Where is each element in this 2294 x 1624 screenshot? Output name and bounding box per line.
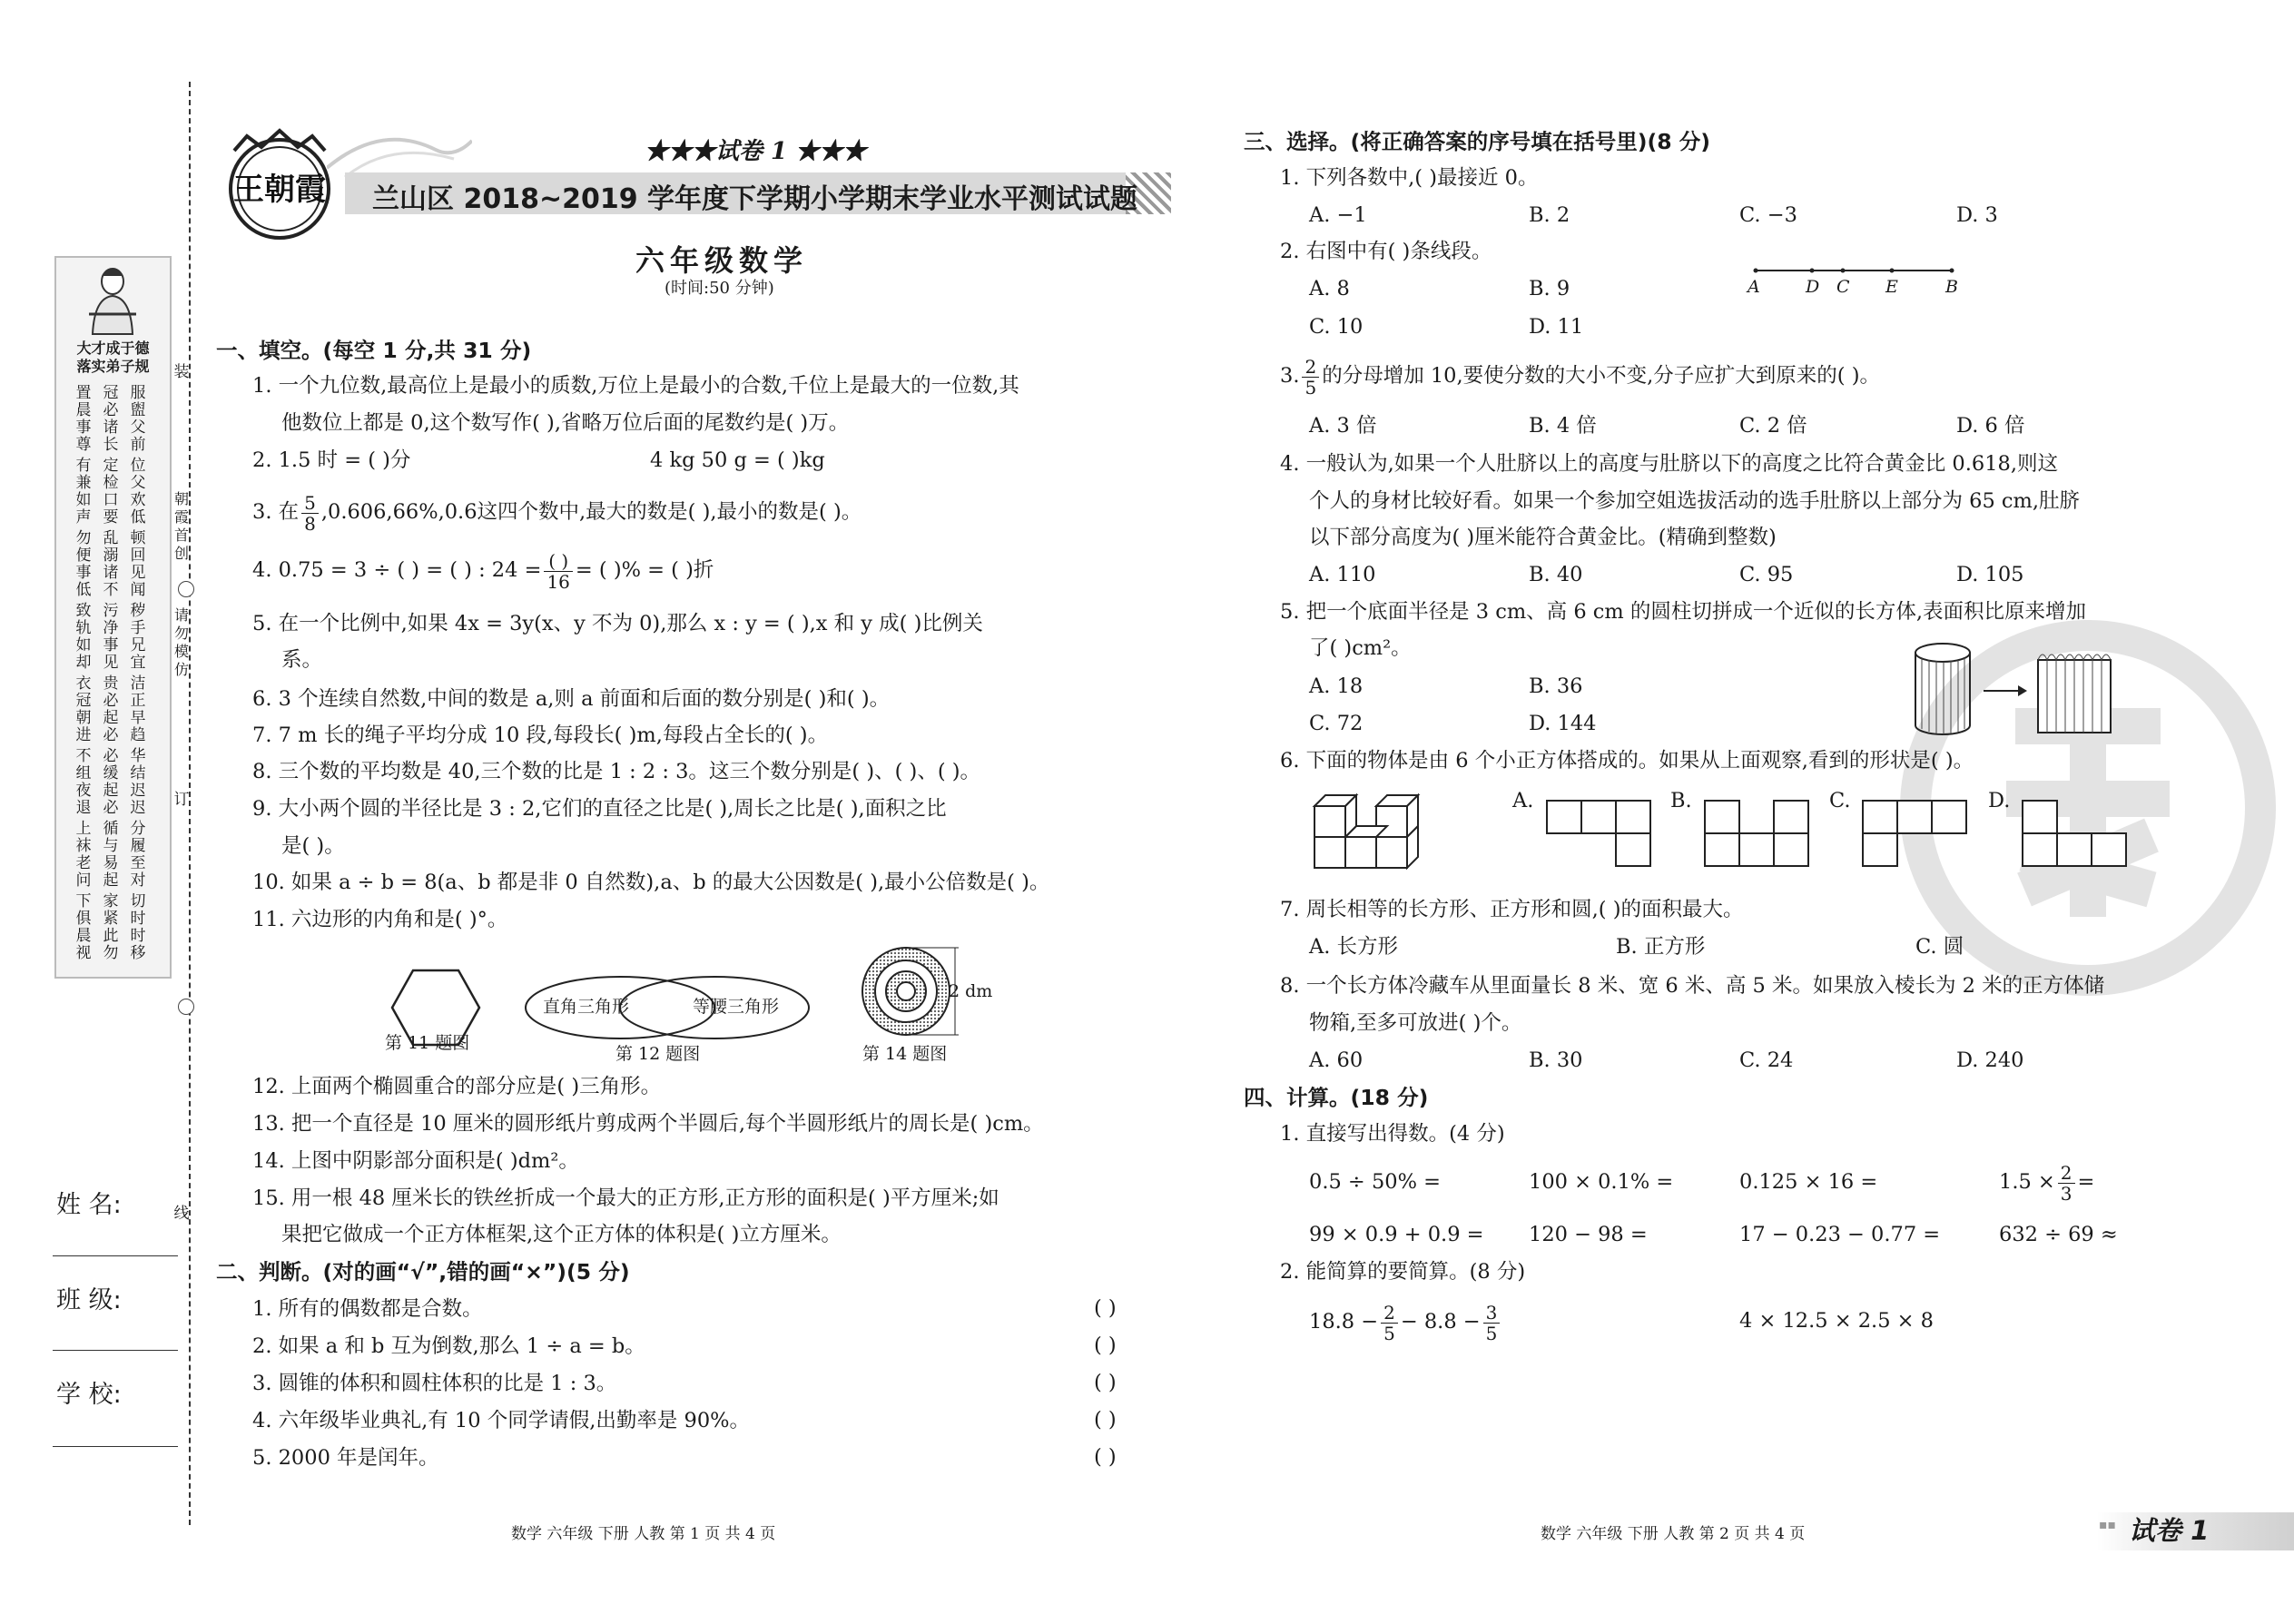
question-4 (252, 545, 714, 595)
top-view-option-a[interactable] (1543, 797, 1663, 873)
numerator: ( ) (544, 551, 572, 572)
top-view-option-c[interactable] (1859, 797, 1979, 873)
motto-column: 污净事见 (103, 602, 119, 672)
option[interactable]: B. 4 倍 (1529, 414, 1597, 438)
calc-item: 17 − 0.23 − 0.77 = (1739, 1223, 1941, 1246)
option[interactable]: C. 95 (1739, 563, 1794, 586)
calc-item: 100 × 0.1% = (1529, 1170, 1674, 1194)
section-title: 一、填空。(每空 1 分,共 31 分) (216, 338, 532, 363)
school-label: 学 校: (56, 1381, 122, 1409)
answer-box[interactable]: ( ) (1094, 1445, 1117, 1469)
calc-item (1999, 1156, 2094, 1207)
question-text: = ( )% = ( )折 (575, 558, 714, 582)
figure-caption: 第 12 题图 (615, 1044, 701, 1064)
question-text: 3. 在 (252, 500, 300, 524)
dimension-label: 2 dm (949, 981, 993, 1001)
margin-note (172, 606, 191, 679)
margin-char: 请 (173, 606, 189, 624)
motto-column: 必缓起必 (103, 747, 119, 817)
motto-column: 冠必诸长 (103, 384, 119, 454)
option[interactable]: D. 3 (1956, 203, 1998, 227)
option[interactable]: A. 110 (1309, 563, 1376, 586)
motto-column: 定检口要 (103, 457, 119, 527)
point-label: C (1836, 277, 1850, 297)
calc-text: 1.5 × (1999, 1170, 2055, 1194)
question-text: 7. 周长相等的长方形、正方形和圆,( )的面积最大。 (1280, 898, 1744, 921)
option[interactable]: B. 40 (1529, 563, 1583, 586)
calc-text: = (2077, 1170, 2095, 1194)
margin-note (172, 786, 191, 809)
line-segment-figure (1743, 261, 1961, 298)
judgement-item: 4. 六年级毕业典礼,有 10 个同学请假,出勤率是 90%。 (252, 1409, 751, 1432)
motto-column: 贵必起必 (103, 674, 119, 744)
margin-char: 朝 (173, 490, 189, 507)
question-text: 的分母增加 10,要使分数的大小不变,分子应扩大到原来的( )。 (1322, 364, 1880, 388)
question-text: 以下部分高度为( )厘米能符合黄金比。(精确到整数) (1309, 526, 1777, 549)
judgement-item: 5. 2000 年是闰年。 (252, 1446, 439, 1470)
calc-item: 120 − 98 = (1529, 1223, 1648, 1246)
question-3 (252, 487, 861, 537)
question-text: 9. 大小两个圆的半径比是 3 : 2,它们的直径之比是( ),周长之比是( ),面积之比 (252, 797, 947, 821)
margin-note (172, 363, 191, 382)
motto-column: 切时时移 (130, 892, 146, 962)
school-field[interactable] (53, 1446, 178, 1447)
margin-char: 勿 (173, 625, 189, 642)
question-text: 8. 三个数的平均数是 40,三个数的比是 1 : 2 : 3。这三个数分别是( )、( )、( )。 (252, 760, 981, 783)
question-text: 1. 直接写出得数。(4 分) (1280, 1122, 1505, 1146)
motto-column: 位父欢低 (130, 457, 146, 527)
answer-box[interactable]: ( ) (1094, 1371, 1117, 1394)
motto-column: 乱溺诸不 (103, 529, 119, 599)
option[interactable]: C. 2 倍 (1739, 414, 1807, 438)
class-label: 班 级: (56, 1286, 122, 1314)
fraction (544, 551, 572, 592)
question-text: 个人的身材比较好看。如果一个参加空姐选拔活动的选手肚脐以上部分为 65 cm,肚脐 (1309, 489, 2081, 513)
question-text: 物箱,至多可放进( )个。 (1309, 1011, 1522, 1035)
binding-hole-icon (178, 999, 194, 1015)
option[interactable]: B. 正方形 (1616, 935, 1706, 959)
figure-caption: 第 14 题图 (862, 1044, 948, 1064)
margin-note (172, 490, 191, 563)
calc-item: 4 × 12.5 × 2.5 × 8 (1739, 1309, 1934, 1333)
page-footer: 数学 六年级 下册 人教 第 1 页 共 4 页 (511, 1525, 776, 1543)
motto-column: 衣冠朝进 (75, 674, 92, 744)
cylinder-to-cuboid-figure (1911, 640, 2129, 740)
section-title: 三、选择。(将正确答案的序号填在括号里)(8 分) (1244, 129, 1710, 154)
option[interactable]: A. −1 (1309, 203, 1367, 227)
question-text: 14. 上图中阴影部分面积是( )dm²。 (252, 1149, 579, 1173)
fraction (301, 493, 319, 534)
motto-column: 上袜老问 (75, 820, 92, 890)
logo-text: 王朝霞 (233, 172, 326, 208)
option[interactable]: A. 长方形 (1309, 935, 1399, 959)
question-text: 果把它做成一个正方体框架,这个正方体的体积是( )立方厘米。 (281, 1223, 842, 1246)
judgement-item: 3. 圆锥的体积和圆柱体积的比是 1 : 3。 (252, 1372, 617, 1395)
question-text: 4 kg 50 g = ( )kg (650, 448, 825, 472)
margin-char: 订 (173, 791, 190, 809)
question-text: 2. 1.5 时 = ( )分 (252, 448, 411, 472)
question-text: 13. 把一个直径是 10 厘米的圆形纸片剪成两个半圆后,每个半圆形纸片的周长是( )cm。 (252, 1112, 1044, 1136)
motto-bottom: 落实弟子规 (76, 358, 150, 375)
calc-item: 99 × 0.9 + 0.9 = (1309, 1223, 1484, 1246)
binding-hole-icon (178, 581, 194, 597)
option[interactable]: D. 6 倍 (1956, 414, 2025, 438)
denominator: 8 (304, 512, 316, 535)
fraction (1483, 1303, 1501, 1343)
question-text: 4. 0.75 = 3 ÷ ( ) = ( ) : 24 = (252, 558, 542, 582)
motto-column: 洁正早趋 (130, 674, 146, 744)
margin-char: 模 (173, 643, 189, 660)
scholar-figure-icon (85, 263, 140, 338)
answer-box[interactable]: ( ) (1094, 1408, 1117, 1432)
figure-caption: 第 11 题图 (385, 1033, 470, 1053)
fraction (2058, 1163, 2075, 1204)
exam-title: 兰山区 2018~2019 学年度下学期小学期末学业水平测试试题 (372, 183, 1138, 215)
fraction (1302, 357, 1319, 398)
question-text: 8. 一个长方体冷藏车从里面量长 8 米、宽 6 米、高 5 米。如果放入棱长为 2 米的正方体储 (1280, 974, 2105, 998)
option[interactable]: C. 24 (1739, 1048, 1794, 1072)
question-text: 系。 (281, 648, 323, 672)
question-text: 15. 用一根 48 厘米长的铁丝折成一个最大的正方形,正方形的面积是( )平方厘米;如 (252, 1186, 999, 1210)
name-label: 姓 名: (56, 1191, 122, 1219)
footer-dots: ▪▪ (2099, 1518, 2116, 1532)
top-view-option-d[interactable] (2019, 797, 2139, 873)
numerator: 2 (1381, 1303, 1398, 1324)
question-text: 他数位上都是 0,这个数写作( ),省略万位后面的尾数约是( )万。 (281, 411, 850, 435)
question-3 (1280, 350, 1880, 401)
option[interactable]: C. −3 (1739, 203, 1797, 227)
footer-tag: 试卷 1 (2129, 1515, 2210, 1546)
numerator: 5 (301, 493, 319, 514)
class-field[interactable] (53, 1350, 178, 1351)
answer-box[interactable]: ( ) (1094, 1334, 1117, 1357)
answer-box[interactable]: ( ) (1094, 1296, 1117, 1320)
motto-column: 循与易起 (103, 820, 119, 890)
denominator: 5 (1305, 376, 1317, 399)
exam-time: (时间:50 分钟) (665, 279, 774, 298)
motto-column: 勿便事低 (75, 529, 92, 599)
option[interactable]: D. (1988, 789, 2011, 812)
question-text: 4. 一般认为,如果一个人肚脐以上的高度与肚脐以下的高度之比符合黄金比 0.618,则这 (1280, 452, 2058, 476)
question-text: ,0.606,66%,0.6这四个数中,最大的数是( ),最小的数是( )。 (320, 500, 862, 524)
denominator: 5 (1383, 1322, 1395, 1344)
margin-char: 装 (173, 363, 190, 381)
option[interactable]: A. 8 (1309, 277, 1350, 300)
option[interactable]: C. 72 (1309, 712, 1364, 735)
numerator: 2 (2058, 1163, 2075, 1184)
option[interactable]: B. 9 (1529, 277, 1570, 300)
denominator: 16 (546, 570, 570, 593)
motto-column: 顿回见闻 (130, 529, 146, 599)
option[interactable]: B. (1670, 789, 1692, 812)
option[interactable]: A. 3 倍 (1309, 414, 1377, 438)
question-text: 了( )cm²。 (1309, 636, 1412, 660)
option[interactable]: C. (1829, 789, 1851, 812)
name-field[interactable] (53, 1255, 178, 1256)
denominator: 3 (2060, 1182, 2072, 1205)
numerator: 3 (1483, 1303, 1501, 1324)
subject-title: 六年级数学 (635, 243, 809, 278)
motto-column: 秽手兄宜 (130, 602, 146, 672)
question-text: 7. 7 m 长的绳子平均分成 10 段,每段长( )m,每段占全长的( )。 (252, 723, 829, 747)
fraction (1381, 1303, 1398, 1343)
motto-column: 分履至对 (130, 820, 146, 890)
point-label: D (1806, 277, 1820, 297)
point-label: E (1885, 277, 1898, 297)
margin-char: 霞 (173, 508, 189, 526)
calc-item: 0.5 ÷ 50% = (1309, 1170, 1441, 1194)
question-text: 1. 下列各数中,( )最接近 0。 (1280, 166, 1539, 190)
option[interactable]: A. 60 (1309, 1048, 1364, 1072)
calc-item (1309, 1296, 1502, 1347)
option[interactable]: B. 2 (1529, 203, 1570, 227)
motto-column: 置晨事尊 (75, 384, 92, 454)
point-label: B (1945, 277, 1958, 297)
question-text: 11. 六边形的内角和是( )°。 (252, 908, 508, 931)
page-footer: 数学 六年级 下册 人教 第 2 页 共 4 页 (1541, 1525, 1806, 1543)
question-text: 5. 在一个比例中,如果 4x = 3y(x、y 不为 0),那么 x : y = ( ),x 和 y 成( )比例关 (252, 612, 983, 635)
option[interactable]: C. 圆 (1915, 935, 1964, 959)
question-text: 是( )。 (281, 834, 345, 858)
calc-text: − 8.8 − (1400, 1310, 1481, 1334)
judgement-item: 2. 如果 a 和 b 互为倒数,那么 1 ÷ a = b。 (252, 1334, 645, 1358)
option[interactable]: D. 105 (1956, 563, 2024, 586)
motto-column: 下俱晨视 (75, 892, 92, 962)
question-text: 12. 上面两个椭圆重合的部分应是( )三角形。 (252, 1075, 662, 1098)
motto-panel (54, 256, 172, 979)
motto-top: 大才成于德 (76, 340, 150, 357)
top-view-option-b[interactable] (1701, 797, 1821, 873)
option[interactable]: B. 36 (1529, 674, 1583, 698)
motto-column: 有兼如声 (75, 457, 92, 527)
option[interactable]: A. (1512, 789, 1534, 812)
numerator: 2 (1302, 357, 1319, 378)
margin-char: 创 (173, 545, 189, 562)
option[interactable]: C. 10 (1309, 315, 1364, 339)
section-title: 二、判断。(对的画“√”,错的画“×”)(5 分) (216, 1259, 630, 1284)
question-text: 6. 3 个连续自然数,中间的数是 a,则 a 前面和后面的数分别是( )和( )。 (252, 687, 891, 711)
margin-char: 首 (173, 527, 189, 544)
motto-column: 致轨如却 (75, 602, 92, 672)
question-text: 6. 下面的物体是由 6 个小正方体搭成的。如果从上面观察,看到的形状是( )。 (1280, 749, 1974, 773)
motto-column: 服盥父前 (130, 384, 146, 454)
question-text: 1. 一个九位数,最高位上是最小的质数,万位上是最小的合数,千位上是最大的一位数,其 (252, 374, 1019, 398)
series-tag: ★★★试卷 1 ★★★ (645, 138, 867, 165)
calc-text: 18.8 − (1309, 1310, 1379, 1334)
question-text: 2. 能简算的要简算。(8 分) (1280, 1260, 1526, 1284)
motto-column: 家紧此勿 (103, 892, 119, 962)
option[interactable]: A. 18 (1309, 674, 1364, 698)
question-text: 10. 如果 a ÷ b = 8(a、b 都是非 0 自然数),a、b 的最大公因数是( ),最小公倍数是( )。 (252, 871, 1050, 894)
cube-stack-figure (1307, 782, 1434, 878)
motto-columns (60, 385, 166, 966)
calc-item: 632 ÷ 69 ≈ (1999, 1223, 2118, 1246)
motto-column: 华结迟迟 (130, 747, 146, 817)
ellipse-label-left: 直角三角形 (543, 997, 630, 1017)
denominator: 5 (1485, 1322, 1498, 1344)
motto-column: 不组夜退 (75, 747, 92, 817)
ellipse-label-right: 等腰三角形 (693, 997, 780, 1017)
point-label: A (1748, 277, 1760, 297)
question-text: 5. 把一个底面半径是 3 cm、高 6 cm 的圆柱切拼成一个近似的长方体,表面积比原来增加 (1280, 600, 2087, 624)
margin-char: 线 (173, 1205, 190, 1223)
question-text: 2. 右图中有( )条线段。 (1280, 240, 1492, 263)
judgement-item: 1. 所有的偶数都是合数。 (252, 1297, 483, 1321)
option[interactable]: D. 240 (1956, 1048, 2024, 1072)
option[interactable]: D. 144 (1529, 712, 1597, 735)
question-text: 3. (1280, 364, 1300, 388)
section-title: 四、计算。(18 分) (1244, 1085, 1429, 1110)
margin-char: 仿 (173, 661, 189, 678)
margin-note (172, 1200, 191, 1223)
option[interactable]: D. 11 (1529, 315, 1584, 339)
option[interactable]: B. 30 (1529, 1048, 1583, 1072)
calc-item: 0.125 × 16 = (1739, 1170, 1878, 1194)
